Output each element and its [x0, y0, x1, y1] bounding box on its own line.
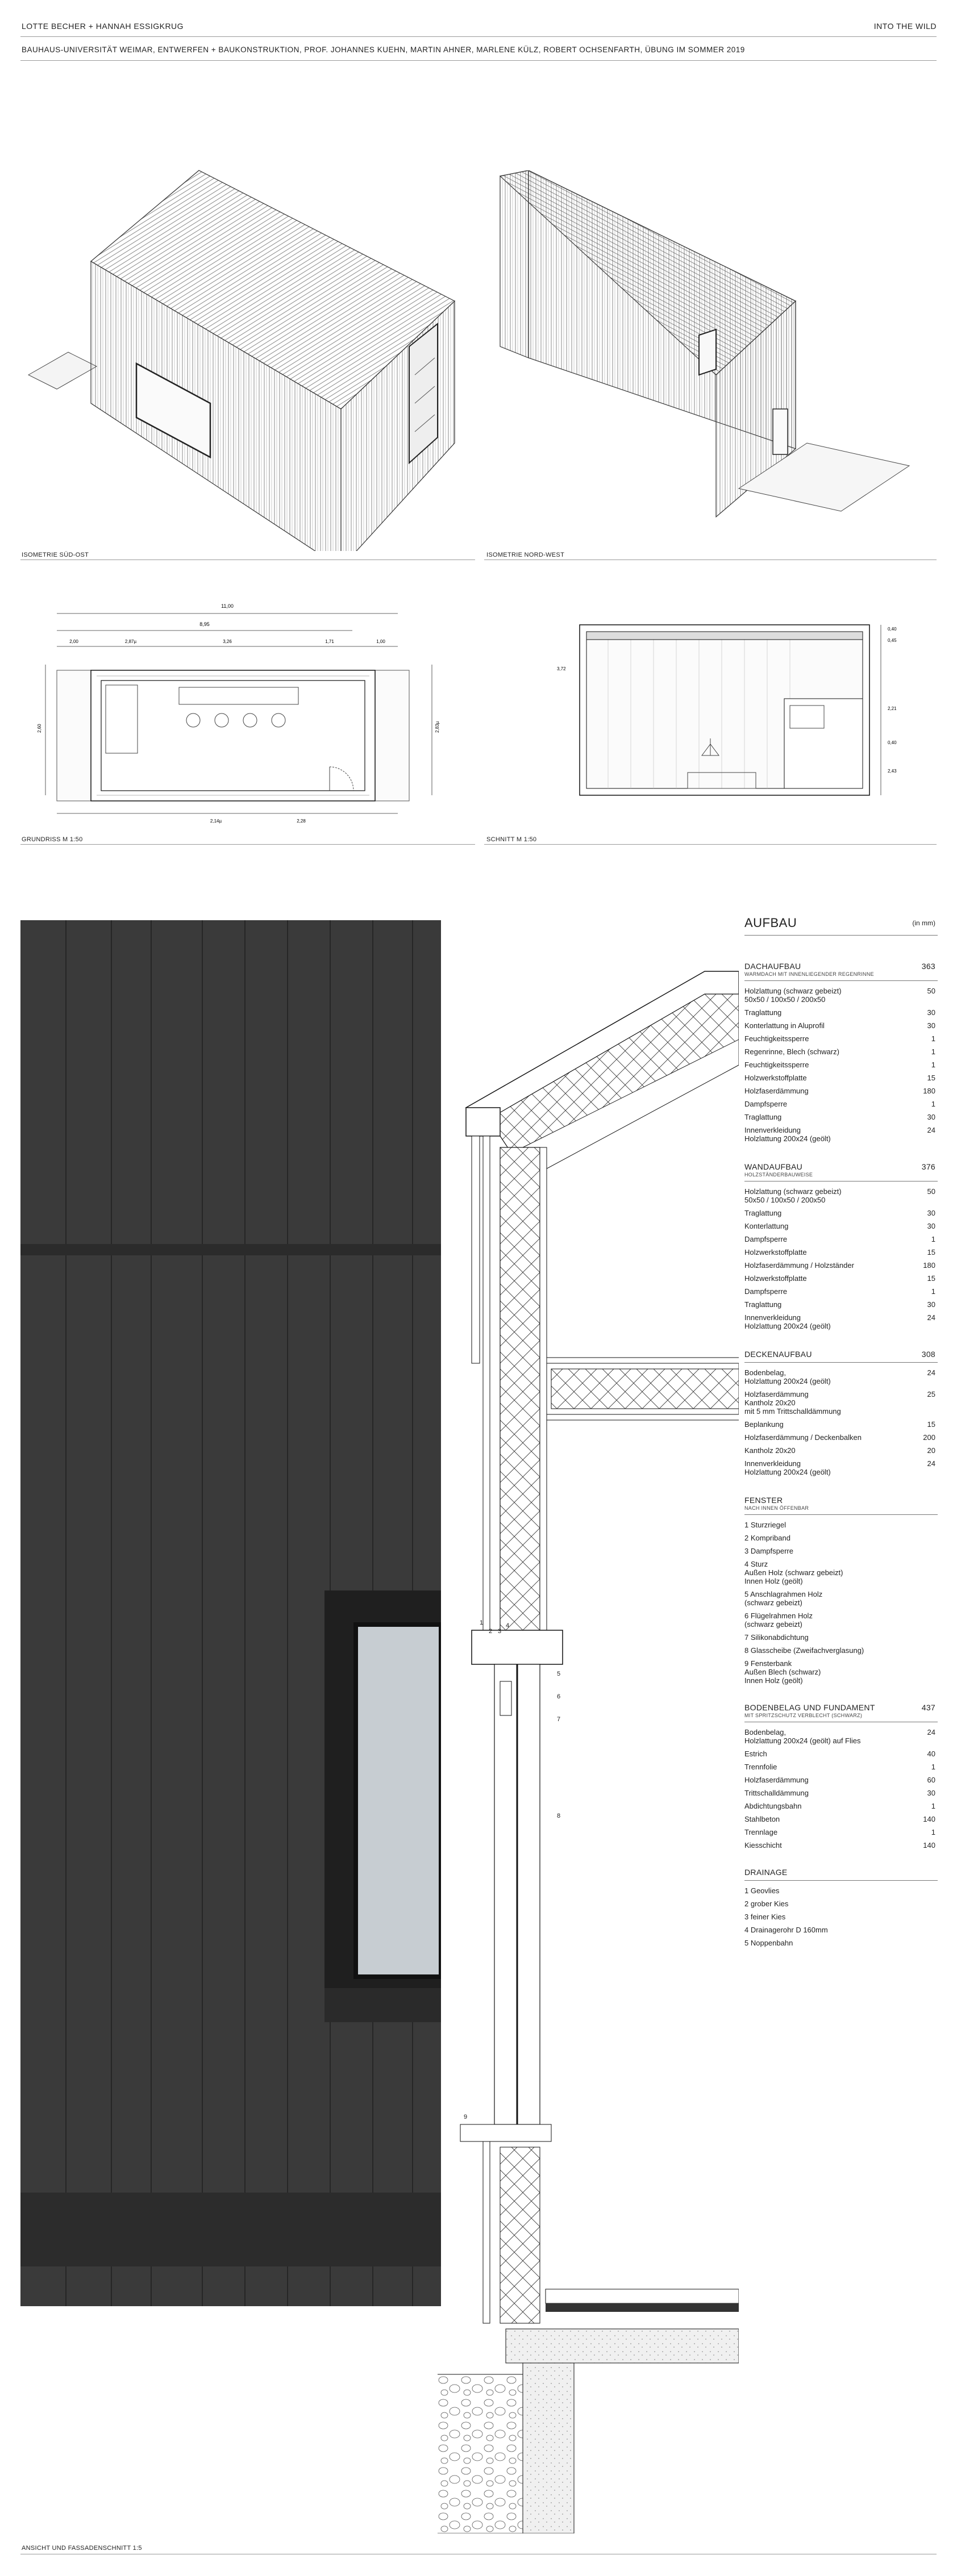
authors: LOTTE BECHER + HANNAH ESSIGKRUG	[22, 22, 184, 31]
spec-section	[744, 1350, 938, 1479]
caption-plan: GRUNDRISS M 1:50	[22, 836, 83, 843]
detail-label-1: 1	[480, 1619, 484, 1626]
fenster-item: 4 Sturz Außen Holz (schwarz gebeizt) Innen Holz (geölt)	[744, 1560, 843, 1585]
project-title: INTO THE WILD	[873, 22, 937, 31]
spec-unit: (in mm)	[912, 919, 935, 927]
floor-plan	[34, 579, 443, 829]
sec-dim-6: 2,43	[888, 769, 897, 774]
boden-layer-row: Trennfolie 1	[744, 1763, 935, 1771]
spec-layer-row: Dampfsperre 1	[744, 1235, 935, 1243]
caption-iso-nw: ISOMETRIE NORD-WEST	[486, 552, 565, 558]
spec-section-heading: WANDAUFBAU HOLZSTÄNDERBAUWEISE 376	[744, 1162, 935, 1178]
spec-sections	[744, 962, 938, 1479]
header-rule-bottom	[20, 60, 937, 61]
boden-layer-row: Kiesschicht 140	[744, 1841, 935, 1849]
plan-dim-inner: 8,95	[199, 621, 210, 627]
detail-label-4: 4	[506, 1622, 510, 1629]
caption-detail: ANSICHT UND FASSADENSCHNITT 1:5	[22, 2545, 142, 2552]
spec-section	[744, 1162, 938, 1333]
fenster-item: 1 Sturzriegel	[744, 1521, 786, 1529]
drainage-item: 3 feiner Kies	[744, 1913, 786, 1921]
spec-title: AUFBAU	[744, 916, 797, 930]
spec-drainage	[744, 1868, 938, 1949]
spec-section-heading: DECKENAUFBAU 308	[744, 1350, 935, 1359]
plan-dim-a: 2,00	[69, 639, 78, 644]
plan-rule-left	[20, 844, 475, 845]
spec-layer-row: Innenverkleidung Holzlattung 200x24 (geölt) 24	[744, 1126, 935, 1143]
spec-layer-row: Holzlattung (schwarz gebeizt) 50x50 / 100x50 / 200x50 50	[744, 987, 935, 1004]
spec-layer-row: Holzfaserdämmung 180	[744, 1087, 935, 1095]
detail-label-2: 2	[489, 1628, 493, 1635]
spec-layer-row: Dampfsperre 1	[744, 1287, 935, 1296]
plan-rule-right	[484, 844, 937, 845]
drainage-item: 5 Noppenbahn	[744, 1939, 793, 1947]
spec-layer-row: Innenverkleidung Holzlattung 200x24 (geölt) 24	[744, 1313, 935, 1330]
spec-layer-row: Holzwerkstoffplatte 15	[744, 1248, 935, 1256]
caption-iso-so: ISOMETRIE SÜD-OST	[22, 552, 89, 558]
sec-dim-2: 0,45	[888, 638, 897, 643]
boden-layer-row: Abdichtungsbahn 1	[744, 1802, 935, 1810]
spec-layer-row: Beplankung 15	[744, 1420, 935, 1429]
fenster-heading: FENSTER NACH INNEN ÖFFENBAR	[744, 1496, 809, 1511]
caption-section: SCHNITT M 1:50	[486, 836, 537, 843]
drainage-item: 1 Geovlies	[744, 1886, 780, 1895]
plan-dim-b: 2,87µ	[124, 639, 137, 644]
building-section	[540, 602, 938, 829]
detail-label-8: 8	[557, 1813, 561, 1819]
fenster-item: 2 Kompriband	[744, 1534, 790, 1542]
sec-dim-5: 0,40	[888, 740, 897, 745]
spec-layer-row: Holzlattung (schwarz gebeizt) 50x50 / 100x50 / 200x50 50	[744, 1187, 935, 1204]
fenster-item: 5 Anschlagrahmen Holz (schwarz gebeizt)	[744, 1590, 823, 1607]
spec-layer-row: Holzfaserdämmung / Deckenbalken 200	[744, 1433, 935, 1442]
facade-view	[20, 920, 441, 2306]
isometric-sued-ost	[23, 136, 477, 551]
spec-layer-row: Traglattung 30	[744, 1209, 935, 1217]
fenster-item: 8 Glasscheibe (Zweifachverglasung)	[744, 1646, 864, 1655]
plan-dim-h: 2,14µ	[210, 819, 222, 824]
plan-dim-c: 3,26	[223, 639, 232, 644]
facade-section-detail	[438, 966, 739, 2533]
spec-boden	[744, 1703, 938, 1852]
detail-label-9: 9	[464, 2114, 468, 2120]
plan-dim-overall: 11,00	[221, 603, 234, 609]
sec-dim-1: 0,40	[888, 627, 897, 632]
spec-layer-row: Holzfaserdämmung Kantholz 20x20 mit 5 mm Trittschalldämmung 25	[744, 1390, 935, 1416]
spec-layer-row: Innenverkleidung Holzlattung 200x24 (geölt) 24	[744, 1459, 935, 1476]
detail-label-5: 5	[557, 1671, 561, 1677]
spec-layer-row: Traglattung 30	[744, 1300, 935, 1309]
plan-dim-f: 2,60	[37, 724, 42, 733]
header-rule-top	[20, 36, 937, 37]
spec-layer-row: Feuchtigkeitssperre 1	[744, 1034, 935, 1043]
isometric-nord-west	[489, 170, 943, 534]
spec-layer-row: Holzfaserdämmung / Holzständer 180	[744, 1261, 935, 1270]
spec-layer-row: Konterlattung in Aluprofil 30	[744, 1021, 935, 1030]
spec-layer-row: Holzwerkstoffplatte 15	[744, 1074, 935, 1082]
spec-layer-row: Dampfsperre 1	[744, 1100, 935, 1108]
plan-dim-e: 1,00	[376, 639, 385, 644]
spec-fenster	[744, 1496, 938, 1687]
fenster-item: 9 Fensterbank Außen Blech (schwarz) Innen Holz (geölt)	[744, 1659, 821, 1685]
spec-layer-row: Feuchtigkeitssperre 1	[744, 1061, 935, 1069]
spec-layer-row: Kantholz 20x20 20	[744, 1446, 935, 1455]
spec-layer-row: Traglattung 30	[744, 1113, 935, 1121]
course-line: BAUHAUS-UNIVERSITÄT WEIMAR, ENTWERFEN + BAUKONSTRUKTION, PROF. JOHANNES KUEHN, MARTIN AHNER, MARLENE KÜLZ, ROBERT OCHSENFARTH, ÜBUNG IM SOMMER 2019	[22, 45, 745, 54]
drainage-heading: DRAINAGE	[744, 1868, 788, 1877]
spec-panel	[744, 916, 938, 1949]
boden-layer-row: Bodenbelag, Holzlattung 200x24 (geölt) auf Flies 24	[744, 1728, 935, 1745]
spec-layer-row: Traglattung 30	[744, 1008, 935, 1017]
plan-dim-i: 2,28	[297, 819, 306, 824]
spec-layer-row: Regenrinne, Blech (schwarz) 1	[744, 1047, 935, 1056]
fenster-item: 6 Flügelrahmen Holz (schwarz gebeizt)	[744, 1611, 813, 1629]
boden-layer-row: Trittschalldämmung 30	[744, 1789, 935, 1797]
drainage-item: 2 grober Kies	[744, 1899, 789, 1908]
spec-layer-row: Bodenbelag, Holzlattung 200x24 (geölt) 24	[744, 1368, 935, 1385]
boden-layer-row: Trennlage 1	[744, 1828, 935, 1836]
fenster-item: 7 Silikonabdichtung	[744, 1633, 809, 1642]
spec-layer-row: Konterlattung 30	[744, 1222, 935, 1230]
detail-label-3: 3	[498, 1628, 502, 1635]
fenster-item: 3 Dampfsperre	[744, 1547, 793, 1555]
detail-label-6: 6	[557, 1693, 561, 1700]
sec-dim-4: 3,72	[557, 666, 566, 671]
boden-layer-row: Holzfaserdämmung 60	[744, 1776, 935, 1784]
sec-dim-3: 2,21	[888, 706, 897, 711]
plan-dim-d: 1,71	[325, 639, 334, 644]
boden-heading: BODENBELAG UND FUNDAMENT MIT SPRITZSCHUTZ VERBLECHT (SCHWARZ) 437	[744, 1703, 935, 1718]
drainage-item: 4 Drainagerohr D 160mm	[744, 1926, 828, 1934]
boden-layer-row: Estrich 40	[744, 1750, 935, 1758]
plan-dim-g: 2,83µ	[435, 721, 440, 733]
spec-layer-row: Holzwerkstoffplatte 15	[744, 1274, 935, 1283]
spec-section-heading: DACHAUFBAU WARMDACH MIT INNENLIEGENDER REGENRINNE 363	[744, 962, 935, 977]
spec-section	[744, 962, 938, 1145]
boden-layer-row: Stahlbeton 140	[744, 1815, 935, 1823]
detail-label-7: 7	[557, 1716, 561, 1723]
